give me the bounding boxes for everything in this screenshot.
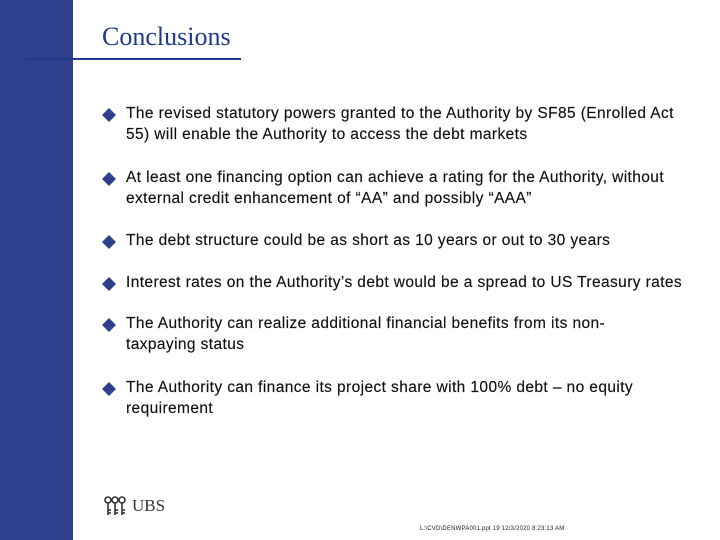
bullet-line: 55) will enable the Authority to access the debt markets [126,126,528,143]
bullet-text [126,377,633,419]
ubs-logo [101,495,165,517]
diamond-bullet-icon [102,172,116,186]
bullet-text [126,103,674,145]
logo-text: UBS [132,496,166,515]
footer-text: L:\CVD\DENWPA001.ppt 19 12/3/2020 8:23:13 AM [420,526,565,532]
bullet-text [126,230,610,251]
bullet-line: The revised statutory powers granted to the Authority by SF85 (Enrolled Act [126,105,674,122]
bullet-line: taxpaying status [126,336,245,353]
diamond-bullet-icon [102,235,116,249]
bullet-line: external credit enhancement of “AA” and possibly “AAA” [126,190,532,207]
bullet-text [126,313,605,355]
bullet-line: The Authority can realize additional financial benefits from its non- [126,315,606,332]
bullet-text [126,272,682,293]
title-underline [25,58,241,60]
bullet-line: Interest rates on the Authority’s debt would be a spread to US Treasury rates [126,274,683,291]
bullet-text [126,167,664,209]
diamond-bullet-icon [102,108,116,122]
bullet-line: requirement [126,400,214,417]
diamond-bullet-icon [102,382,116,396]
bullet-line: At least one financing option can achieve a rating for the Authority, without [126,169,665,186]
diamond-bullet-icon [102,277,116,291]
bullet-line: The debt structure could be as short as 10 years or out to 30 years [126,232,611,249]
diamond-bullet-icon [102,318,116,332]
ubs-keys-icon [101,495,129,517]
sidebar-band [0,0,73,540]
page-title: Conclusions [102,22,231,51]
bullet-line: The Authority can finance its project share with 100% debt – no equity [126,379,634,396]
